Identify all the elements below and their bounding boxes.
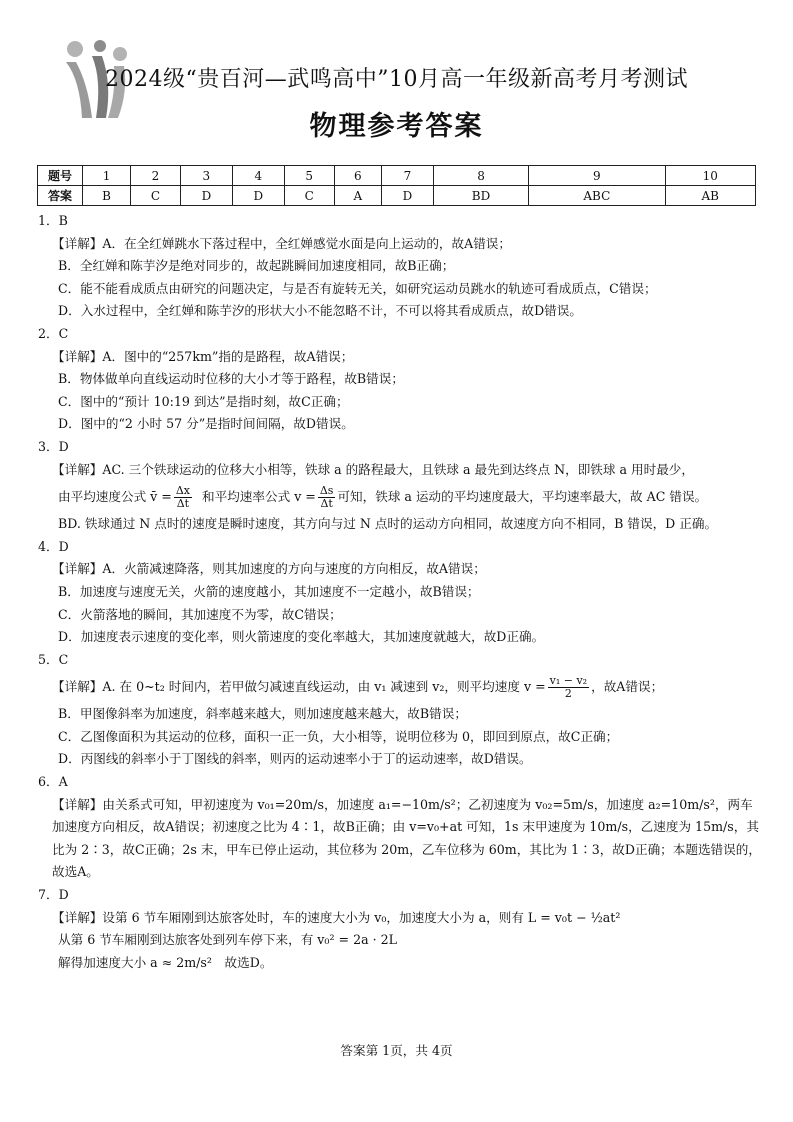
answer-cell: D [381,186,433,206]
answer-cell: ABC [529,186,665,206]
formula-numerator: Δs [319,484,334,498]
explanation-line: B．加速度与速度无关，火箭的速度越小，其加速度不一定越小，故B错误； [58,583,480,599]
text-segment: ，故A错误； [591,679,664,695]
answer-cell: D [232,186,284,206]
explanation-line: 【详解】A．在全红婵跳水下落过程中，全红婵感觉水面是向上运动的，故A错误； [52,235,511,251]
formula-lhs: v̄ = [150,489,172,505]
average-speed-formula [318,485,336,510]
explanation-line: D．图中的“2 小时 57 分”是指时间间隔，故D错误。 [58,416,354,432]
text-segment: 由平均速度公式 [58,489,147,505]
explanation-line: B．物体做单向直线运动时位移的大小才等于路程，故B错误； [58,371,404,387]
formula-denominator: Δt [320,497,333,511]
answer-cell: A [334,186,381,206]
formula-lhs: v = [294,489,316,505]
explanation-line: 【详解】AC. 三个铁球运动的位移大小相等，铁球 a 的路程最大，且铁球 a 最先到达终点 N，即铁球 a 用时最少， [52,461,694,477]
answer-cell: C [131,186,181,206]
answer-cell: C [284,186,334,206]
explanation-line: C．图中的“预计 10:19 到达”是指时刻，故C正确； [58,393,349,409]
answer-key-title: 物理参考答案 [309,111,484,142]
explanation-paragraph: 【详解】由关系式可知，甲初速度为 v₀₁=20m/s，加速度 a₁=−10m/s²；乙初速度为 v₀₂=5m/s，加速度 a₂=10m/s²，两车加速度方向相反，故A错误；初速度之比为 4∶1，故B正确；由 v=v₀+at 可知，1s 末甲速度为 10m/s，乙速度为 15m/s，其比为 2∶3，故C正确；2s 末，甲车已停止运动，其位移为 20m，乙车位移为 60m，其比为 1∶3，故D正确；本题选错误的，故选A。 [52,796,761,880]
explanation-line: 【详解】A．火箭减速降落，则其加速度的方向与速度的方向相反，故A错误； [52,561,486,577]
row-label-answer: 答案 [38,186,83,206]
explanation-line: BD. 铁球通过 N 点时的速度是瞬时速度，其方向与过 N 点时的运动方向相同，故速度方向不相同，B 错误，D 正确。 [58,516,718,532]
question-2-header: 2．C [38,325,69,341]
row-label-question: 题号 [38,166,83,186]
mean-velocity-formula [548,675,589,700]
question-7-header: 7．D [38,887,69,903]
explanation-line-with-formulas [38,481,762,513]
explanation-line: B．甲图像斜率为加速度，斜率越来越大，则加速度越来越大，故B错误； [58,706,467,722]
formula-lhs: v = [523,679,546,695]
question-number: 8 [433,166,528,186]
formula-denominator: Δt [176,497,190,511]
question-1-header: 1．B [38,213,68,228]
explanation-line: 解得加速度大小 a ≈ 2m/s² 故选D。 [58,954,273,970]
question-number: 7 [381,166,433,186]
explanation-line: B．全红婵和陈芋汐是绝对同步的，故起跳瞬间加速度相同，故B正确； [58,258,455,274]
page-footer: 答案第 1页，共 4页 [340,1043,453,1058]
question-number: 10 [665,166,755,186]
answer-cell: AB [665,186,755,206]
question-3-header: 3．D [38,438,69,454]
answer-table [37,165,756,206]
text-segment: 可知，铁球 a 运动的平均速度最大，平均速率最大，故 AC 错误。 [337,489,708,505]
explanation-line: 从第 6 节车厢刚到达旅客处到列车停下来，有 v₀² = 2a · 2L [58,932,397,948]
formula-numerator: Δx [175,484,190,498]
question-4-header: 4．D [38,538,69,554]
explanation-line: 【详解】设第 6 节车厢刚到达旅客处时，车的速度大小为 v₀，加速度大小为 a，则有 L = v₀t − ½at² [52,909,621,925]
average-velocity-formula [174,485,192,510]
explanation-line: C．能不能看成质点由研究的问题决定，与是否有旋转无关，如研究运动员跳水的轨迹可看成质点，C错误； [58,280,657,296]
question-number: 6 [334,166,381,186]
formula-numerator: v₁ − v₂ [549,674,588,688]
question-number: 1 [83,166,131,186]
explanation-line: C．乙图像面积为其运动的位移，面积一正一负，大小相等，说明位移为 0，即回到原点，故C正确； [58,728,619,744]
answer-cell: BD [433,186,528,206]
exam-title: 2024级“贵百河—武鸣高中”10月高一年级新高考月考测试 [105,67,688,92]
text-segment: 和平均速率公式 [202,489,291,505]
explanation-line: D．加速度表示速度的变化率，则火箭速度的变化率越大，其加速度就越大，故D正确。 [58,629,545,645]
answer-row [38,186,756,206]
question-number: 3 [180,166,232,186]
explanation-line: D．入水过程中，全红婵和陈芋汐的形状大小不能忽略不计，不可以将其看成质点，故D错误。 [58,303,582,319]
question-5-header: 5．C [38,651,69,667]
answer-cell: D [180,186,232,206]
text-segment: 【详解】A. 在 0~t₂ 时间内，若甲做匀减速直线运动，由 v₁ 减速到 v₂，则平均速度 [52,679,520,695]
question-number: 9 [529,166,665,186]
question-number-row [38,166,756,186]
explanation-line: 【详解】A．图中的“257km”指的是路程，故A错误； [52,348,354,364]
answer-cell: B [83,186,131,206]
question-6-header: 6．A [38,774,68,790]
question-number: 2 [131,166,181,186]
formula-denominator: 2 [564,687,572,701]
question-number: 4 [232,166,284,186]
explanation-line-with-formula [38,671,762,703]
explanations [38,210,762,974]
explanation-line: D．丙图线的斜率小于丁图线的斜率，则丙的运动速率小于丁的运动速率，故D错误。 [58,751,532,767]
question-number: 5 [284,166,334,186]
explanation-line: C．火箭落地的瞬间，其加速度不为零，故C错误； [58,606,342,622]
